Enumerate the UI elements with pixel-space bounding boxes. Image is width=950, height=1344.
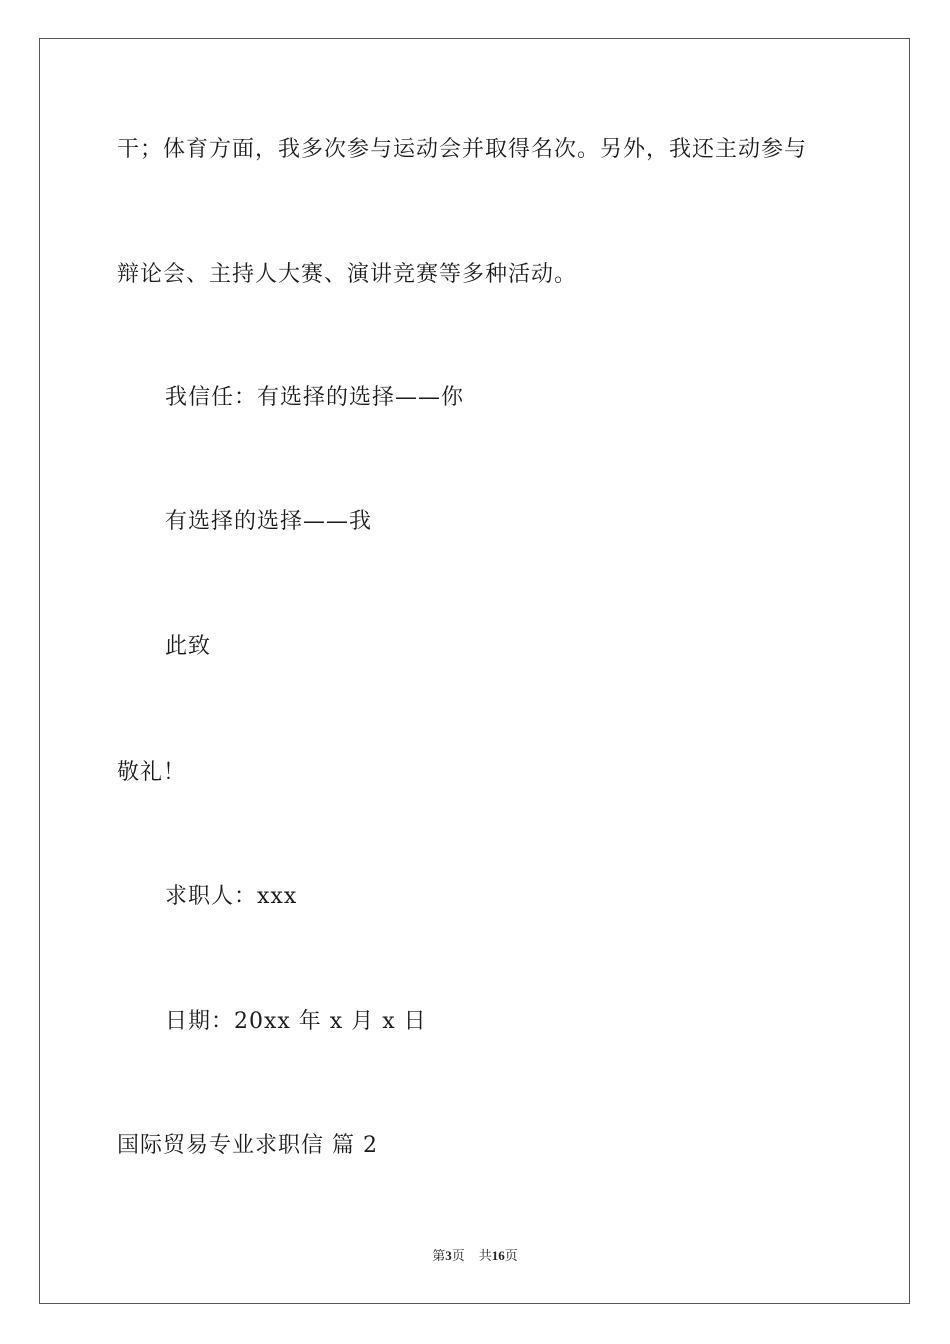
section-heading: 国际贸易专业求职信 篇 2 [117, 1133, 378, 1158]
page-suffix: 页 [451, 1248, 465, 1263]
page-number: 3 [445, 1248, 452, 1263]
closing-line: 此致 [165, 634, 212, 659]
page-footer [0, 1247, 950, 1265]
total-suffix: 页 [504, 1248, 518, 1263]
page-border [39, 38, 910, 1304]
applicant-line: 求职人：xxx [165, 884, 298, 909]
body-text-line: 我信任：有选择的选择——你 [165, 385, 465, 410]
total-pages: 16 [491, 1248, 505, 1263]
total-prefix: 共 [478, 1248, 492, 1263]
body-text-line: 有选择的选择——我 [165, 509, 373, 534]
body-text-line: 干；体育方面，我多次参与运动会并取得名次。另外，我还主动参与 [117, 137, 808, 162]
salutation-line: 敬礼！ [117, 760, 187, 785]
body-text-line: 辩论会、主持人大赛、演讲竞赛等多种活动。 [117, 262, 578, 287]
date-line: 日期：20xx 年 x 月 x 日 [165, 1009, 427, 1034]
page-prefix: 第 [432, 1248, 446, 1263]
